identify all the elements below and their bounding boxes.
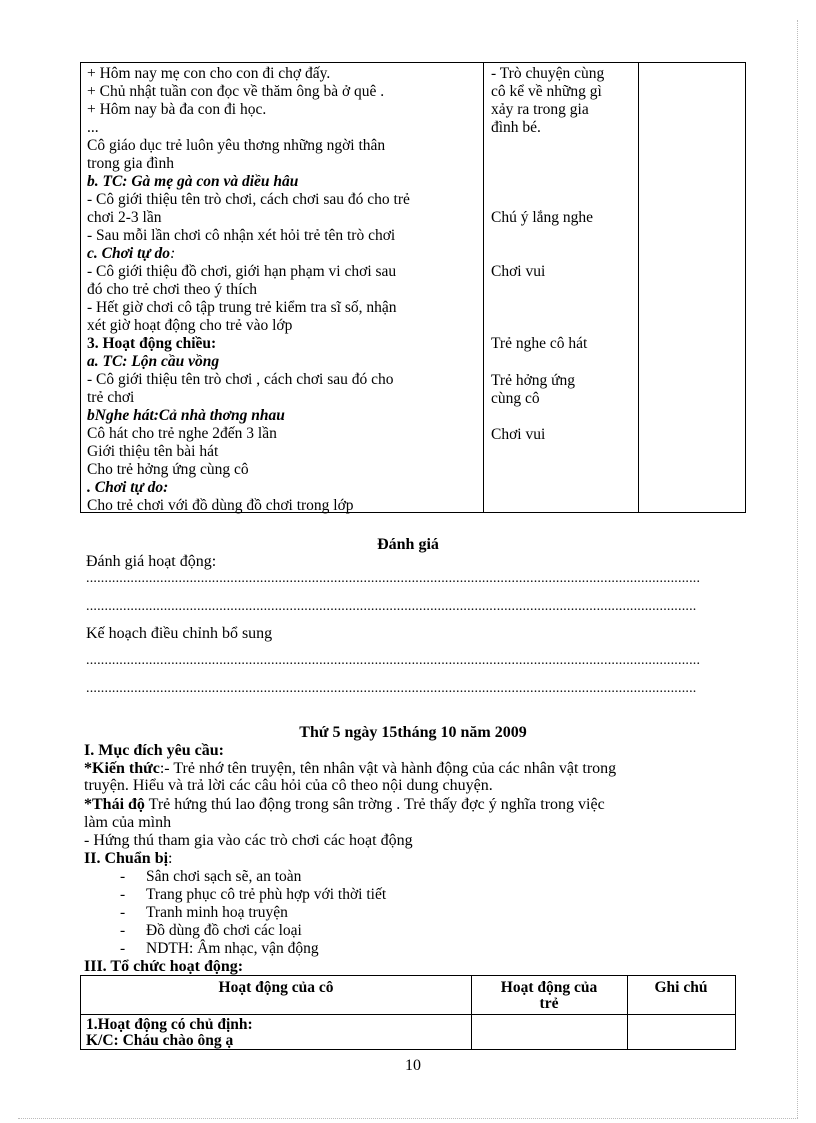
- text-line: Cho trẻ chơi với đồ dùng đồ chơi trong lớp: [87, 497, 354, 514]
- plan-label: Kế hoạch điều chỉnh bổ sung: [86, 625, 273, 642]
- text-line: + Hôm nay bà đa con đi học.: [87, 101, 267, 118]
- dotted-line: ......................................................................................................................................................................: [86, 653, 701, 668]
- text-line: - Trò chuyện cùng: [491, 65, 605, 82]
- text-line: truyện. Hiểu và trả lời các câu hỏi của cô theo nội dung chuyện.: [84, 777, 493, 794]
- dotted-line: .....................................................................................................................................................................: [86, 599, 697, 614]
- text-line: đó cho trẻ chơi theo ý thích: [87, 281, 258, 298]
- text-line: Chú ý lắng nghe: [491, 209, 594, 226]
- rainbow-game-heading: a. TC: Lộn cầu vồng: [87, 353, 220, 370]
- text-line: - Sau mỗi lần chơi cô nhận xét hỏi trẻ tên trò chơi: [87, 227, 396, 244]
- free-play-heading-2: . Chơi tự do:: [87, 479, 169, 496]
- knowledge-line: *Kiến thức:- Trẻ nhớ tên truyện, tên nhân vật và hành động của các nhân vật trong: [84, 760, 617, 777]
- header-notes: Ghi chú: [654, 979, 708, 996]
- text-line: - Hết giờ chơi cô tập trung trẻ kiểm tra sĩ số, nhận: [87, 299, 397, 316]
- text-line: Cô hát cho trẻ nghe 2đến 3 lần: [87, 425, 277, 442]
- row-heading: 1.Hoạt động có chủ định:: [86, 1016, 253, 1033]
- section-preparation: II. Chuẩn bị:: [84, 850, 173, 867]
- text-line: Cô giáo dục trẻ luôn yêu thơng những ngời thân: [87, 137, 386, 154]
- header-teacher-activity: Hoạt động của cô: [218, 979, 334, 996]
- text-line: cô kể về những gì: [491, 83, 602, 100]
- text-line: xảy ra trong gia: [491, 101, 589, 118]
- row-heading: K/C: Cháu chào ông ạ: [86, 1032, 234, 1049]
- day-title: Thứ 5 ngày 15tháng 10 năm 2009: [299, 724, 527, 741]
- dotted-line: .....................................................................................................................................................................: [86, 681, 697, 696]
- header-child-activity: Hoạt động của: [500, 979, 598, 996]
- child-activity-column: [484, 63, 639, 512]
- text-line: - Cô giới thiệu đồ chơi, giới hạn phạm vi chơi sau: [87, 263, 397, 280]
- header-child-activity-2: trẻ: [539, 995, 559, 1012]
- text-line: chơi 2-3 lần: [87, 209, 162, 226]
- section-organization: III. Tổ chức hoạt động:: [84, 958, 244, 975]
- song-heading: bNghe hát:Cả nhà thơng nhau: [87, 407, 285, 424]
- text-line: + Chủ nhật tuần con đọc về thăm ông bà ở quê .: [87, 83, 385, 100]
- activity-table-top: [80, 62, 746, 513]
- notes-column: [639, 63, 746, 512]
- text-line: - Hứng thú tham gia vào các trò chơi các hoạt động: [84, 832, 413, 849]
- row-divider: [81, 1014, 735, 1015]
- afternoon-heading: 3. Hoạt động chiều:: [87, 335, 217, 352]
- text-line: xét giờ hoạt động cho trẻ vào lớp: [87, 317, 293, 334]
- game-heading: b. TC: Gà mẹ gà con và diều hâu: [87, 173, 299, 190]
- page-edge: [18, 1118, 798, 1119]
- text-line: - Cô giới thiệu tên trò chơi , cách chơi sau đó cho: [87, 371, 394, 388]
- text-line: + Hôm nay mẹ con cho con đi chợ đấy.: [87, 65, 331, 82]
- page-edge: [797, 20, 798, 1118]
- evaluation-activity-label: Đánh giá hoạt động:: [86, 553, 217, 570]
- dotted-line: ......................................................................................................................................................................: [86, 571, 701, 586]
- text-line: Trẻ nghe cô hát: [491, 335, 588, 352]
- page-number: 10: [405, 1057, 421, 1074]
- evaluation-title: Đánh giá: [377, 536, 439, 553]
- text-line: Chơi vui: [491, 263, 546, 280]
- text-line: trong gia đình: [87, 155, 174, 172]
- text-line: Cho trẻ hởng ứng cùng cô: [87, 461, 249, 478]
- attitude-line: *Thái độ Trẻ hứng thú lao động trong sân trờng . Trẻ thấy đợc ý nghĩa trong việc: [84, 796, 605, 813]
- activity-table-bottom: [80, 975, 736, 1050]
- text-line: trẻ chơi: [87, 389, 135, 406]
- text-line: ...: [87, 119, 99, 136]
- text-line: - Cô giới thiệu tên trò chơi, cách chơi sau đó cho trẻ: [87, 191, 410, 208]
- text-line: đình bé.: [491, 119, 541, 136]
- text-line: làm của mình: [84, 814, 172, 831]
- section-objectives: I. Mục đích yêu cầu:: [84, 742, 224, 759]
- text-line: Trẻ hởng ứng: [491, 372, 576, 389]
- teacher-activity-column: [81, 63, 484, 512]
- text-line: Chơi vui: [491, 426, 546, 443]
- text-line: Giới thiệu tên bài hát: [87, 443, 219, 460]
- text-line: cùng cô: [491, 390, 540, 407]
- free-play-heading: c. Chơi tự do:: [87, 245, 176, 262]
